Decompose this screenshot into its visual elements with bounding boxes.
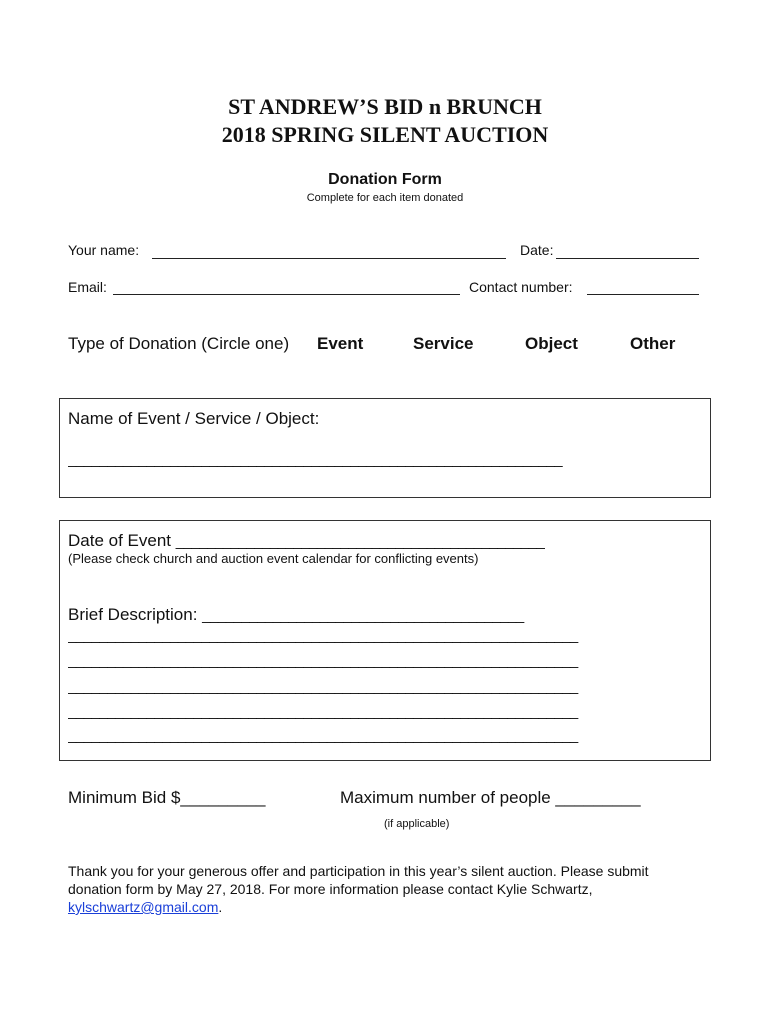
email-label: Email: [68,279,107,295]
option-event[interactable]: Event [317,334,364,353]
option-service[interactable]: Service [413,334,474,353]
your-name-field[interactable] [152,258,506,259]
description-line[interactable]: _________________________________________________________________ [68,652,578,669]
closing-text-line-1: Thank you for your generous offer and participation in this year’s silent auction. Please submit [68,863,649,879]
if-applicable-note: (if applicable) [384,818,450,830]
name-of-event-field[interactable]: _______________________________________________________________ [68,451,563,468]
your-name-label: Your name: [68,242,140,258]
date-of-event-note: (Please check church and auction event calendar for conflicting events) [68,551,479,566]
brief-description-label: Brief Description: [68,605,203,624]
date-of-event-label: Date of Event [68,531,176,550]
contact-number-field[interactable] [587,294,699,295]
title-line-1: ST ANDREW’S BID n BRUNCH [228,94,542,119]
name-of-event-box [59,398,711,498]
closing-period: . [218,899,223,915]
date-field[interactable] [556,258,699,259]
option-object[interactable]: Object [525,334,578,353]
option-other[interactable]: Other [630,334,676,353]
maximum-number-of-people[interactable]: Maximum number of people _________ [340,788,641,807]
minimum-bid[interactable]: Minimum Bid $_________ [68,788,266,807]
email-field[interactable] [113,294,460,295]
contact-number-label: Contact number: [469,279,573,295]
title-line-2: 2018 SPRING SILENT AUCTION [221,122,549,147]
contact-email-link[interactable]: kylschwartz@gmail.com [68,899,219,915]
brief-description-field[interactable]: _________________________________________ [202,607,524,624]
name-of-event-label: Name of Event / Service / Object: [68,409,320,428]
date-label: Date: [520,242,554,258]
closing-text-line-2: donation form by May 27, 2018. For more information please contact Kylie Schwartz, [68,881,593,897]
form-subtitle: Complete for each item donated [306,192,464,204]
closing-paragraph [68,862,649,916]
description-line[interactable]: _________________________________________________________________ [68,627,578,644]
description-line[interactable]: _________________________________________________________________ [68,678,578,695]
event-details-box [59,520,711,761]
brief-description-row [68,605,524,625]
form-title: Donation Form [328,171,442,188]
date-of-event-field[interactable]: _______________________________________________ [175,533,545,550]
description-line[interactable]: _________________________________________________________________ [68,727,578,744]
description-line[interactable]: _________________________________________________________________ [68,703,578,720]
donation-type-prompt: Type of Donation (Circle one) [68,334,290,353]
date-of-event-row [68,531,544,551]
